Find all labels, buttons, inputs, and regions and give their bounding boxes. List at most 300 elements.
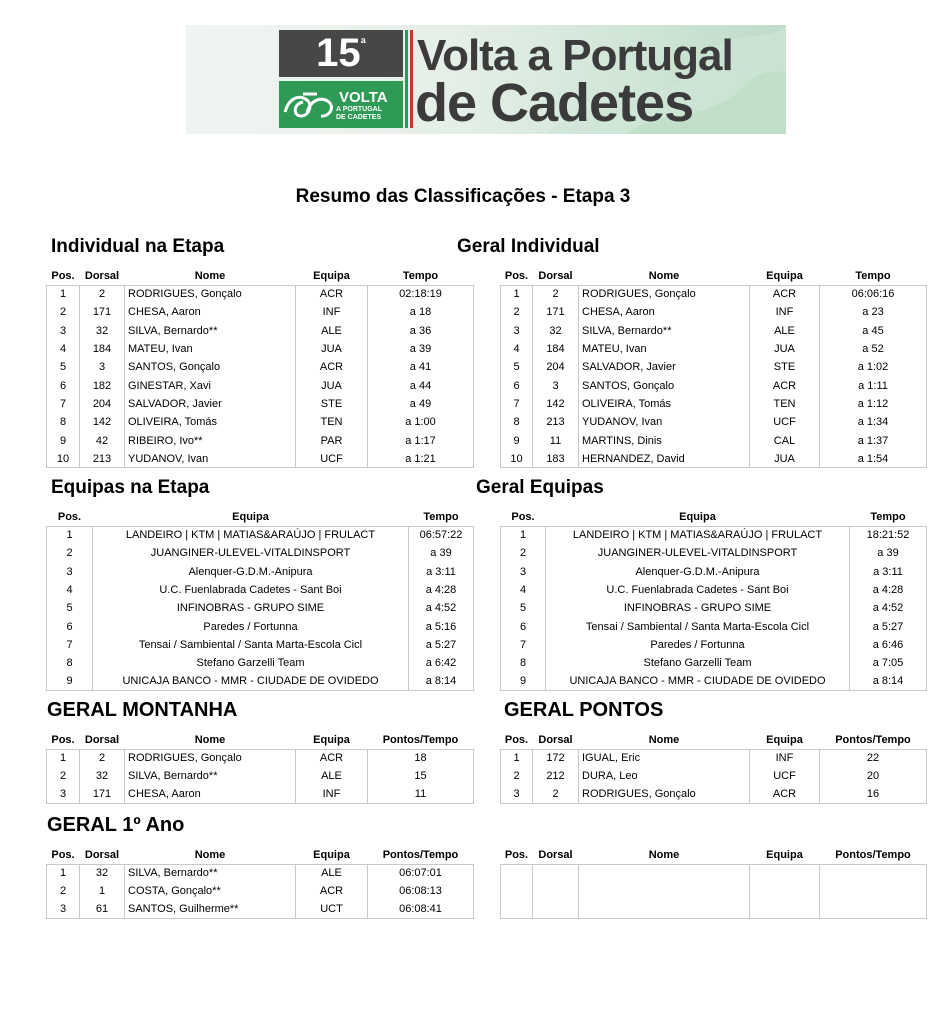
table-row: [47, 303, 474, 321]
cell-tempo: a 6:46: [850, 636, 927, 654]
table-row: [47, 882, 474, 900]
cell-nome: SALVADOR, Javier: [579, 358, 750, 376]
cell-pos: 2: [47, 767, 80, 785]
cell-pos: 2: [47, 882, 80, 900]
cell-pontos: 15: [368, 767, 474, 785]
table-row: [501, 901, 927, 919]
cell-equipa: U.C. Fuenlabrada Cadetes - Sant Boi: [93, 581, 409, 599]
cell-tempo: a 1:21: [368, 450, 474, 468]
table-row: [47, 654, 474, 672]
table-header-row: [47, 267, 474, 285]
cell-pos: [501, 882, 533, 900]
cell-pos: 3: [47, 786, 80, 804]
cell-equipa: CAL: [750, 431, 820, 449]
edition-suffix: ª: [360, 35, 366, 51]
col-header-equipa: Equipa: [296, 731, 368, 749]
table-row: [47, 636, 474, 654]
col-header-tempo: Tempo: [409, 508, 474, 526]
cell-tempo: a 45: [820, 322, 927, 340]
section-title-equipas-etapa: Equipas na Etapa: [51, 477, 210, 498]
cell-pos: [501, 901, 533, 919]
cell-nome: SILVA, Bernardo**: [579, 322, 750, 340]
cell-tempo: a 1:34: [820, 413, 927, 431]
cell-equipa: UCF: [750, 413, 820, 431]
cell-pos: 1: [501, 749, 533, 767]
table-geral-pontos: [500, 731, 927, 804]
cell-equipa: Alenquer-G.D.M.-Anipura: [546, 563, 850, 581]
cell-equipa: ACR: [296, 358, 368, 376]
cell-pos: 9: [501, 672, 546, 690]
cell-nome: SILVA, Bernardo**: [125, 767, 296, 785]
cell-pontos: 16: [820, 786, 927, 804]
col-header-nome: Nome: [125, 267, 296, 285]
cell-tempo: a 4:52: [850, 599, 927, 617]
cell-nome: DURA, Leo: [579, 767, 750, 785]
table-row: [501, 526, 927, 544]
cell-tempo: a 36: [368, 322, 474, 340]
cell-equipa: ACR: [296, 285, 368, 303]
table-row: [47, 617, 474, 635]
cell-equipa: UCF: [296, 450, 368, 468]
table-row: [501, 544, 927, 562]
cell-pontos: 11: [368, 786, 474, 804]
cell-pontos: [820, 882, 927, 900]
cell-pos: 1: [47, 749, 80, 767]
table-row: [501, 864, 927, 882]
cell-dorsal: 32: [80, 864, 125, 882]
cell-dorsal: 182: [80, 376, 125, 394]
cell-tempo: a 8:14: [409, 672, 474, 690]
table-row: [501, 376, 927, 394]
cell-pos: 4: [501, 340, 533, 358]
cell-pontos: 06:08:13: [368, 882, 474, 900]
table-equipas-etapa: [46, 508, 474, 691]
cell-dorsal: 184: [533, 340, 579, 358]
cell-tempo: a 8:14: [850, 672, 927, 690]
cell-pos: 3: [501, 786, 533, 804]
cell-nome: OLIVEIRA, Tomás: [579, 395, 750, 413]
cell-nome: SANTOS, Guilherme**: [125, 901, 296, 919]
cell-dorsal: 171: [533, 303, 579, 321]
cell-tempo: a 1:17: [368, 431, 474, 449]
cell-tempo: 06:57:22: [409, 526, 474, 544]
table-row: [47, 672, 474, 690]
cell-equipa: INF: [750, 749, 820, 767]
cell-dorsal: 61: [80, 901, 125, 919]
table-empty: [500, 846, 927, 919]
cell-equipa: ALE: [750, 322, 820, 340]
cell-equipa: Paredes / Fortunna: [546, 636, 850, 654]
cell-dorsal: [533, 901, 579, 919]
cell-equipa: ACR: [296, 882, 368, 900]
table-row: [47, 358, 474, 376]
cell-pos: 2: [501, 544, 546, 562]
cell-pos: 7: [501, 395, 533, 413]
cell-nome: HERNANDEZ, David: [579, 450, 750, 468]
cell-tempo: 06:06:16: [820, 285, 927, 303]
cell-dorsal: 183: [533, 450, 579, 468]
col-header-tempo: Tempo: [850, 508, 927, 526]
cell-nome: OLIVEIRA, Tomás: [125, 413, 296, 431]
col-header-equipa: Equipa: [750, 846, 820, 864]
table-header-row: [501, 731, 927, 749]
table-row: [47, 395, 474, 413]
col-header-dorsal: Dorsal: [533, 846, 579, 864]
cell-pos: 8: [47, 413, 80, 431]
table-row: [47, 786, 474, 804]
col-header-dorsal: Dorsal: [80, 731, 125, 749]
table-row: [501, 617, 927, 635]
cell-pos: 8: [501, 654, 546, 672]
cell-nome: RIBEIRO, Ivo**: [125, 431, 296, 449]
table-row: [501, 654, 927, 672]
cell-nome: IGUAL, Eric: [579, 749, 750, 767]
cell-tempo: a 39: [368, 340, 474, 358]
table-row: [501, 563, 927, 581]
cell-nome: MATEU, Ivan: [579, 340, 750, 358]
cell-pontos: 22: [820, 749, 927, 767]
cell-pos: 3: [47, 901, 80, 919]
cyclist-logo-icon: [283, 90, 335, 120]
cell-dorsal: 142: [533, 395, 579, 413]
table-row: [501, 450, 927, 468]
table-geral-equipas: [500, 508, 927, 691]
cell-equipa: ACR: [296, 749, 368, 767]
col-header-nome: Nome: [579, 267, 750, 285]
cell-equipa: STE: [296, 395, 368, 413]
table-row: [501, 358, 927, 376]
cell-nome: RODRIGUES, Gonçalo: [579, 786, 750, 804]
cell-nome: RODRIGUES, Gonçalo: [125, 749, 296, 767]
cell-equipa: JUANGINER-ULEVEL-VITALDINSPORT: [93, 544, 409, 562]
cell-dorsal: 2: [533, 786, 579, 804]
cell-pos: 7: [47, 395, 80, 413]
cell-pos: 7: [501, 636, 546, 654]
table-row: [47, 340, 474, 358]
col-header-equipa: Equipa: [750, 731, 820, 749]
cell-equipa: U.C. Fuenlabrada Cadetes - Sant Boi: [546, 581, 850, 599]
cell-nome: COSTA, Gonçalo**: [125, 882, 296, 900]
cell-pos: 1: [47, 864, 80, 882]
col-header-nome: Nome: [579, 731, 750, 749]
cell-tempo: a 6:42: [409, 654, 474, 672]
cell-tempo: a 49: [368, 395, 474, 413]
cell-dorsal: 212: [533, 767, 579, 785]
col-header-dorsal: Dorsal: [533, 267, 579, 285]
cell-nome: YUDANOV, Ivan: [579, 413, 750, 431]
table-row: [501, 340, 927, 358]
cell-nome: GINESTAR, Xavi: [125, 376, 296, 394]
cell-nome: CHESA, Aaron: [125, 786, 296, 804]
table-row: [47, 864, 474, 882]
cell-equipa: ACR: [750, 285, 820, 303]
cell-equipa: STE: [750, 358, 820, 376]
logo-text-volta: VOLTA: [339, 89, 388, 106]
cell-nome: SANTOS, Gonçalo: [125, 358, 296, 376]
cell-equipa: INFINOBRAS - GRUPO SIME: [93, 599, 409, 617]
col-header-equipa: Equipa: [546, 508, 850, 526]
col-header-equipa: Equipa: [296, 846, 368, 864]
cell-pos: 4: [47, 340, 80, 358]
cell-equipa: ALE: [296, 767, 368, 785]
table-individual-etapa: [46, 267, 474, 468]
section-title-geral-equipas: Geral Equipas: [476, 477, 604, 498]
cell-pos: 5: [501, 358, 533, 376]
cell-equipa: TEN: [750, 395, 820, 413]
table-row: [501, 749, 927, 767]
col-header-dorsal: Dorsal: [80, 846, 125, 864]
cell-tempo: a 5:27: [409, 636, 474, 654]
cell-pos: 1: [501, 526, 546, 544]
cell-tempo: a 1:02: [820, 358, 927, 376]
col-header-nome: Nome: [579, 846, 750, 864]
table-header-row: [47, 731, 474, 749]
cell-pos: 6: [47, 376, 80, 394]
logo-text-portugal: A PORTUGAL: [336, 106, 383, 113]
cell-pos: 4: [47, 581, 93, 599]
table-row: [501, 599, 927, 617]
table-row: [47, 526, 474, 544]
cell-dorsal: 204: [533, 358, 579, 376]
cell-equipa: Tensai / Sambiental / Santa Marta-Escola Cicl: [93, 636, 409, 654]
cell-tempo: a 3:11: [850, 563, 927, 581]
cell-nome: CHESA, Aaron: [125, 303, 296, 321]
cell-dorsal: 32: [80, 767, 125, 785]
cell-equipa: LANDEIRO | KTM | MATIAS&ARAÚJO | FRULACT: [546, 526, 850, 544]
cell-equipa: LANDEIRO | KTM | MATIAS&ARAÚJO | FRULACT: [93, 526, 409, 544]
cell-dorsal: [533, 882, 579, 900]
col-header-equipa: Equipa: [750, 267, 820, 285]
cell-equipa: INFINOBRAS - GRUPO SIME: [546, 599, 850, 617]
cell-nome: SILVA, Bernardo**: [125, 864, 296, 882]
cell-dorsal: 2: [80, 749, 125, 767]
cell-pos: 6: [501, 376, 533, 394]
cell-equipa: ACR: [750, 786, 820, 804]
col-header-dorsal: Dorsal: [80, 267, 125, 285]
banner-title-line2: de Cadetes: [415, 73, 694, 133]
cell-equipa: JUA: [296, 376, 368, 394]
cell-pos: 6: [501, 617, 546, 635]
col-header-pontos: Pontos/Tempo: [820, 731, 927, 749]
table-row: [47, 285, 474, 303]
table-row: [501, 413, 927, 431]
cell-nome: SALVADOR, Javier: [125, 395, 296, 413]
cell-pontos: [820, 864, 927, 882]
cell-pos: 1: [47, 526, 93, 544]
col-header-nome: Nome: [125, 846, 296, 864]
table-row: [47, 413, 474, 431]
cell-equipa: UNICAJA BANCO - MMR - CIUDADE DE OVIDEDO: [546, 672, 850, 690]
cell-nome: MARTINS, Dinis: [579, 431, 750, 449]
table-row: [47, 322, 474, 340]
cell-pos: 8: [47, 654, 93, 672]
cell-pos: 6: [47, 617, 93, 635]
table-geral-1-ano: [46, 846, 474, 919]
table-header-row: [501, 267, 927, 285]
cell-dorsal: 2: [80, 285, 125, 303]
cell-equipa: JUA: [296, 340, 368, 358]
cell-pos: 10: [501, 450, 533, 468]
cell-dorsal: [533, 864, 579, 882]
table-header-row: [501, 508, 927, 526]
cell-dorsal: 142: [80, 413, 125, 431]
cell-pos: 4: [501, 581, 546, 599]
cell-equipa: INF: [296, 303, 368, 321]
col-header-tempo: Tempo: [820, 267, 927, 285]
table-row: [501, 395, 927, 413]
cell-tempo: a 1:11: [820, 376, 927, 394]
edition-number: [279, 30, 403, 77]
cell-pos: 5: [47, 358, 80, 376]
table-row: [501, 672, 927, 690]
cell-pos: 1: [47, 285, 80, 303]
cell-tempo: a 1:12: [820, 395, 927, 413]
cell-pontos: [820, 901, 927, 919]
cell-equipa: JUA: [750, 450, 820, 468]
cell-dorsal: 2: [533, 285, 579, 303]
cell-tempo: a 1:37: [820, 431, 927, 449]
cell-tempo: a 39: [409, 544, 474, 562]
logo-text-cadetes: DE CADETES: [336, 114, 382, 121]
cell-dorsal: 184: [80, 340, 125, 358]
table-header-row: [501, 846, 927, 864]
cell-equipa: Alenquer-G.D.M.-Anipura: [93, 563, 409, 581]
table-row: [501, 767, 927, 785]
col-header-pos: Pos.: [47, 508, 93, 526]
section-title-individual-etapa: Individual na Etapa: [51, 236, 225, 257]
table-header-row: [47, 846, 474, 864]
table-row: [501, 322, 927, 340]
col-header-tempo: Tempo: [368, 267, 474, 285]
cell-tempo: a 4:52: [409, 599, 474, 617]
cell-tempo: a 1:00: [368, 413, 474, 431]
table-row: [47, 563, 474, 581]
cell-tempo: a 52: [820, 340, 927, 358]
col-header-pontos: Pontos/Tempo: [368, 731, 474, 749]
cell-dorsal: 32: [533, 322, 579, 340]
table-geral-montanha: [46, 731, 474, 804]
col-header-pos: Pos.: [47, 846, 80, 864]
cell-tempo: a 3:11: [409, 563, 474, 581]
cell-nome: [579, 864, 750, 882]
cell-nome: RODRIGUES, Gonçalo: [125, 285, 296, 303]
cell-equipa: Paredes / Fortunna: [93, 617, 409, 635]
cell-nome: [579, 901, 750, 919]
col-header-pos: Pos.: [47, 267, 80, 285]
cell-pontos: 06:07:01: [368, 864, 474, 882]
cell-pontos: 06:08:41: [368, 901, 474, 919]
table-header-row: [47, 508, 474, 526]
cell-dorsal: 1: [80, 882, 125, 900]
cell-dorsal: 213: [533, 413, 579, 431]
cell-pos: 5: [501, 599, 546, 617]
cell-tempo: a 44: [368, 376, 474, 394]
table-row: [501, 882, 927, 900]
cell-pontos: 20: [820, 767, 927, 785]
table-row: [501, 303, 927, 321]
green-divider: [405, 30, 408, 128]
cell-pos: [501, 864, 533, 882]
col-header-equipa: Equipa: [93, 508, 409, 526]
cell-tempo: a 23: [820, 303, 927, 321]
cell-tempo: a 18: [368, 303, 474, 321]
cell-tempo: a 5:27: [850, 617, 927, 635]
cell-pos: 2: [47, 303, 80, 321]
cell-tempo: 02:18:19: [368, 285, 474, 303]
edition-badge: [279, 30, 403, 128]
cell-tempo: a 5:16: [409, 617, 474, 635]
table-row: [501, 786, 927, 804]
cell-tempo: 18:21:52: [850, 526, 927, 544]
edition-value: 15: [316, 31, 361, 75]
cell-dorsal: 3: [533, 376, 579, 394]
event-banner: [186, 25, 786, 134]
cell-equipa: ALE: [296, 322, 368, 340]
cell-equipa: ACR: [750, 376, 820, 394]
table-row: [47, 376, 474, 394]
col-header-dorsal: Dorsal: [533, 731, 579, 749]
table-row: [47, 450, 474, 468]
section-title-geral-pontos: GERAL PONTOS: [504, 699, 664, 721]
cell-pos: 3: [47, 322, 80, 340]
cell-equipa: UNICAJA BANCO - MMR - CIUDADE DE OVIDEDO: [93, 672, 409, 690]
cell-pos: 3: [501, 563, 546, 581]
cell-dorsal: 204: [80, 395, 125, 413]
cell-nome: [579, 882, 750, 900]
section-title-geral-1-ano: GERAL 1º Ano: [47, 814, 185, 836]
cell-equipa: JUANGINER-ULEVEL-VITALDINSPORT: [546, 544, 850, 562]
banner-title-line1: Volta a Portugal: [417, 31, 733, 80]
cell-tempo: a 1:54: [820, 450, 927, 468]
cell-dorsal: 11: [533, 431, 579, 449]
cell-dorsal: 171: [80, 303, 125, 321]
cell-pos: 9: [47, 431, 80, 449]
col-header-nome: Nome: [125, 731, 296, 749]
cell-equipa: UCT: [296, 901, 368, 919]
cell-nome: CHESA, Aaron: [579, 303, 750, 321]
cell-pos: 8: [501, 413, 533, 431]
table-geral-individual: [500, 267, 927, 468]
cell-nome: MATEU, Ivan: [125, 340, 296, 358]
cell-equipa: Stefano Garzelli Team: [93, 654, 409, 672]
cell-equipa: ALE: [296, 864, 368, 882]
cell-pos: 3: [501, 322, 533, 340]
cell-dorsal: 172: [533, 749, 579, 767]
cell-pos: 5: [47, 599, 93, 617]
table-row: [501, 285, 927, 303]
cell-tempo: a 4:28: [850, 581, 927, 599]
cell-pos: 9: [501, 431, 533, 449]
col-header-pontos: Pontos/Tempo: [368, 846, 474, 864]
table-row: [47, 544, 474, 562]
cell-tempo: a 41: [368, 358, 474, 376]
col-header-pos: Pos.: [501, 731, 533, 749]
cell-equipa: INF: [750, 303, 820, 321]
cell-tempo: a 7:05: [850, 654, 927, 672]
volta-logo: [279, 81, 403, 128]
cell-dorsal: 171: [80, 786, 125, 804]
red-divider: [410, 30, 413, 128]
cell-nome: RODRIGUES, Gonçalo: [579, 285, 750, 303]
cell-equipa: TEN: [296, 413, 368, 431]
section-title-geral-montanha: GERAL MONTANHA: [47, 699, 238, 721]
table-row: [47, 749, 474, 767]
cell-dorsal: 42: [80, 431, 125, 449]
cell-nome: SILVA, Bernardo**: [125, 322, 296, 340]
cell-pos: 10: [47, 450, 80, 468]
table-row: [47, 431, 474, 449]
cell-pos: 7: [47, 636, 93, 654]
